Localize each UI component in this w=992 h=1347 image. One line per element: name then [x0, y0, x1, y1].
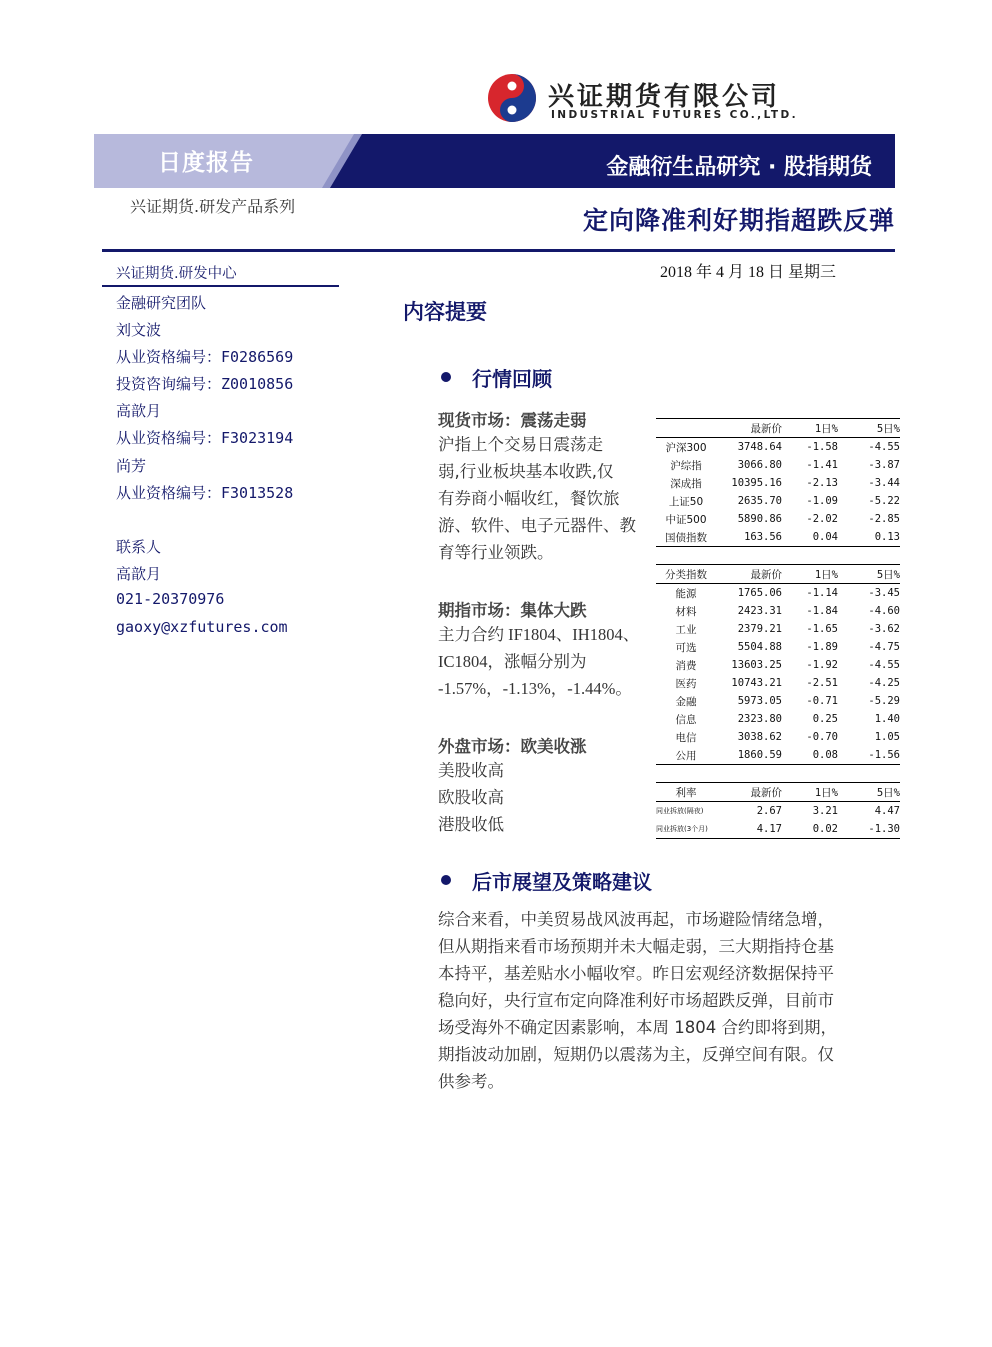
change-1d-cell: 3.21 [812, 805, 838, 817]
table-row [656, 620, 900, 638]
sidebar-line: 联系人 [116, 538, 162, 556]
column-header: 5日% [876, 422, 900, 435]
table-row [656, 584, 900, 603]
sector-name: 信息 [675, 713, 697, 726]
change-1d-cell: -1.41 [806, 459, 838, 471]
text-line: 供参考。 [438, 1072, 504, 1091]
contact-email[interactable]: gaoxy@xzfutures.com [116, 618, 288, 636]
text-line: 游、软件、电子元器件、教 [438, 516, 636, 535]
text-line: 美股收高 [438, 761, 504, 780]
change-1d-cell: -1.58 [806, 441, 838, 453]
text-line: 育等行业领跌。 [438, 543, 554, 562]
sector-table [656, 564, 900, 765]
sector-name: 公用 [675, 749, 697, 762]
change-5d-cell: 1.05 [874, 731, 900, 743]
report-series: 兴证期货.研发产品系列 [130, 197, 296, 216]
change-5d-cell: 4.47 [874, 805, 900, 817]
overseas-market-text [438, 757, 504, 838]
table-row [656, 728, 900, 746]
text-line: 综合来看，中美贸易战风波再起，市场避险情绪急增， [438, 910, 834, 929]
rate-name: 同业拆放(3个月) [656, 825, 708, 833]
change-1d-cell: -1.89 [806, 641, 838, 653]
change-5d-cell: -3.44 [868, 477, 900, 489]
review-title: 行情回顾 [472, 367, 552, 391]
price-cell: 3066.80 [737, 459, 782, 471]
change-5d-cell: -4.25 [868, 677, 900, 689]
price-cell: 2423.31 [737, 605, 782, 617]
company-name-cn: 兴证期货有限公司 [548, 82, 781, 112]
bullet-icon [441, 875, 451, 885]
text-line: 场受海外不确定因素影响，本周 1804 合约即将到期， [438, 1018, 837, 1037]
column-header: 最新价 [750, 786, 782, 799]
outlook-title: 后市展望及策略建议 [472, 870, 652, 894]
sidebar-line: 金融研究团队 [116, 294, 207, 312]
column-header: 最新价 [750, 422, 782, 435]
text-line: 沪指上个交易日震荡走 [438, 435, 603, 454]
price-cell: 2323.80 [737, 713, 782, 725]
change-1d-cell: -2.51 [806, 677, 838, 689]
change-5d-cell: -3.87 [868, 459, 900, 471]
price-cell: 5973.05 [737, 695, 782, 707]
index-table [656, 418, 900, 547]
text-line: 本持平，基差贴水小幅收窄。昨日宏观经济数据保持平 [438, 964, 834, 983]
text-line: 港股收低 [438, 815, 504, 834]
index-name: 国债指数 [665, 531, 707, 544]
column-header: 最新价 [750, 568, 782, 581]
price-cell: 4.17 [756, 823, 782, 835]
table-header-row [656, 419, 900, 438]
sidebar-line: 从业资格编号：F3013528 [116, 484, 294, 502]
change-1d-cell: 0.02 [812, 823, 838, 835]
price-cell: 3748.64 [737, 441, 782, 453]
price-cell: 5890.86 [737, 513, 782, 525]
price-cell: 10395.16 [731, 477, 782, 489]
price-cell: 1860.59 [737, 749, 782, 761]
price-cell: 5504.88 [737, 641, 782, 653]
table-row [656, 528, 900, 547]
change-1d-cell: -2.13 [806, 477, 838, 489]
spot-market-heading: 现货市场：震荡走弱 [438, 411, 587, 430]
index-name: 上证50 [668, 495, 704, 508]
table-row [656, 820, 900, 839]
summary-title: 内容提要 [403, 300, 487, 324]
table-row [656, 474, 900, 492]
report-type: 日度报告 [158, 150, 254, 176]
column-header: 1日% [814, 786, 838, 799]
bullet-icon [441, 372, 451, 382]
column-header: 1日% [814, 422, 838, 435]
change-5d-cell: -4.60 [868, 605, 900, 617]
change-5d-cell: -4.75 [868, 641, 900, 653]
column-header: 1日% [814, 568, 838, 581]
sidebar-line: 投资咨询编号：Z0010856 [116, 375, 294, 393]
futures-market-heading: 期指市场：集体大跌 [438, 601, 587, 620]
column-header: 5日% [876, 568, 900, 581]
change-1d-cell: 0.04 [812, 531, 838, 543]
sector-name: 电信 [675, 731, 697, 744]
change-1d-cell: -1.09 [806, 495, 838, 507]
sector-name: 材料 [675, 605, 697, 618]
change-5d-cell: -4.55 [868, 659, 900, 671]
price-cell: 2379.21 [737, 623, 782, 635]
change-1d-cell: -1.14 [806, 587, 838, 599]
sidebar-org: 兴证期货.研发中心 [116, 266, 237, 282]
rate-name: 同业拆放(隔夜) [656, 807, 704, 815]
table-row [656, 802, 900, 821]
change-1d-cell: -1.84 [806, 605, 838, 617]
text-line: 期指波动加剧，短期仍以震荡为主，反弹空间有限。仅 [438, 1045, 834, 1064]
sector-name: 金融 [675, 695, 697, 708]
spot-market-text [438, 431, 643, 566]
sidebar-line: 从业资格编号：F3023194 [116, 429, 294, 447]
sector-name: 工业 [675, 623, 697, 636]
text-line: 主力合约 IF1804、IH1804、 [438, 625, 640, 644]
column-header: 分类指数 [665, 568, 707, 581]
text-line: -1.57%，-1.13%，-1.44%。 [438, 679, 632, 698]
sidebar-line: 021-20370976 [116, 590, 225, 608]
price-cell: 13603.25 [731, 659, 782, 671]
text-line: 有券商小幅收红，餐饮旅 [438, 489, 620, 508]
text-line: 稳向好，央行宣布定向降准利好市场超跌反弹，目前市 [438, 991, 834, 1010]
change-5d-cell: -1.30 [868, 823, 900, 835]
change-1d-cell: -0.71 [806, 695, 838, 707]
sector-name: 可选 [675, 641, 697, 654]
price-cell: 1765.06 [737, 587, 782, 599]
change-1d-cell: -0.70 [806, 731, 838, 743]
column-header: 利率 [675, 786, 697, 799]
company-name-en: INDUSTRIAL FUTURES CO.,LTD. [551, 109, 798, 121]
index-name: 中证500 [665, 513, 707, 526]
column-header [656, 419, 716, 438]
sidebar-line: 高歆月 [116, 402, 162, 420]
table-row [656, 456, 900, 474]
change-1d-cell: -1.65 [806, 623, 838, 635]
title-divider [102, 249, 895, 252]
index-name: 沪综指 [670, 459, 702, 472]
table-row [656, 674, 900, 692]
sidebar-line: 高歆月 [116, 565, 162, 583]
price-cell: 163.56 [744, 531, 782, 543]
sector-name: 消费 [675, 659, 697, 672]
price-cell: 2.67 [756, 805, 782, 817]
change-5d-cell: 0.13 [874, 531, 900, 543]
report-date: 2018 年 4 月 18 日 星期三 [660, 264, 837, 281]
text-line: 欧股收高 [438, 788, 504, 807]
price-cell: 10743.21 [731, 677, 782, 689]
change-5d-cell: 1.40 [874, 713, 900, 725]
index-name: 深成指 [670, 477, 702, 490]
text-line: IC1804，涨幅分别为 [438, 652, 587, 671]
change-5d-cell: -2.85 [868, 513, 900, 525]
page-title: 定向降准利好期指超跌反弹 [582, 206, 895, 235]
text-line: 弱,行业板块基本收跌,仅 [438, 462, 614, 481]
price-cell: 2635.70 [737, 495, 782, 507]
table-row [656, 746, 900, 765]
change-5d-cell: -5.29 [868, 695, 900, 707]
table-header-row [656, 565, 900, 584]
rate-table [656, 782, 900, 839]
change-1d-cell: 0.25 [812, 713, 838, 725]
index-name: 沪深300 [665, 441, 707, 454]
table-row [656, 656, 900, 674]
change-5d-cell: -4.55 [868, 441, 900, 453]
change-5d-cell: -3.45 [868, 587, 900, 599]
change-1d-cell: -1.92 [806, 659, 838, 671]
sidebar-line: 刘文波 [116, 321, 162, 339]
company-logo-icon [487, 73, 537, 123]
overseas-market-heading: 外盘市场：欧美收涨 [438, 737, 587, 756]
sector-name: 能源 [675, 587, 697, 600]
sector-name: 医药 [675, 677, 697, 690]
table-row [656, 710, 900, 728]
change-5d-cell: -5.22 [868, 495, 900, 507]
change-1d-cell: 0.08 [812, 749, 838, 761]
table-row [656, 602, 900, 620]
outlook-text [438, 906, 888, 1095]
sidebar-line: 从业资格编号：F0286569 [116, 348, 294, 366]
sidebar-line: 尚芳 [116, 457, 147, 475]
table-row [656, 510, 900, 528]
sidebar-divider [102, 285, 339, 287]
change-5d-cell: -3.62 [868, 623, 900, 635]
futures-market-text [438, 621, 653, 702]
change-5d-cell: -1.56 [868, 749, 900, 761]
table-row [656, 438, 900, 457]
table-row [656, 638, 900, 656]
price-cell: 3038.62 [737, 731, 782, 743]
report-category: 金融衍生品研究 · 股指期货 [606, 155, 872, 180]
table-row [656, 692, 900, 710]
table-header-row [656, 783, 900, 802]
table-row [656, 492, 900, 510]
text-line: 但从期指来看市场预期并未大幅走弱，三大期指持仓基 [438, 937, 834, 956]
change-1d-cell: -2.02 [806, 513, 838, 525]
column-header: 5日% [876, 786, 900, 799]
